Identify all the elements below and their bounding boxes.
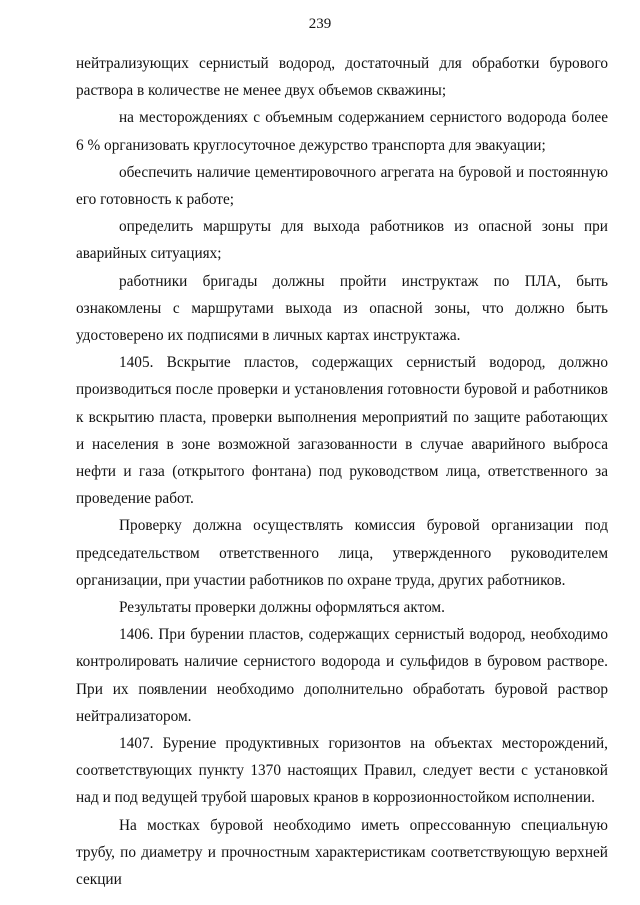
document-body [76, 50, 608, 893]
paragraph-1407: 1407. Бурение продуктивных горизонтов на объектах месторождений, соответствующих пункту 1370 настоящих Правил, следует вести с установкой над и под ведущей трубой шаровых кранов в коррозионностойком исполнении. [76, 735, 608, 807]
paragraph-special-pipe: На мостках буровой необходимо иметь опрессованную специальную трубу, по диаметру и прочностным характеристикам соответствующую верхней секции [76, 816, 608, 889]
paragraph-inspection-act: Результаты проверки должны оформляться актом. [119, 599, 445, 617]
paragraph-1405: 1405. Вскрытие пластов, содержащих сернистый водород, должно производиться после проверки и установления готовности буровой и работников к вскрытию пласта, проверки выполнения мероприятий по защите работающих и населения в зоне возможной загазованности в случае аварийного выброса нефти и газа (открытого фонтана) под руководством лица, ответственного за проведение работ. [76, 354, 608, 508]
paragraph-transport-evacuation: на месторождениях с объемным содержанием сернистого водорода более 6 % организовать круглосуточное дежурство транспорта для эвакуации; [76, 109, 608, 154]
page-number: 239 [308, 16, 332, 32]
paragraph-continuation: нейтрализующих сернистый водород, достаточный для обработки бурового раствора в количестве не менее двух объемов скважины; [76, 55, 608, 100]
paragraph-briefing: работники бригады должны пройти инструктаж по ПЛА, быть ознакомлены с маршрутами выхода из опасной зоны, что должно быть удостоверено их подписями в личных картах инструктажа. [76, 272, 608, 345]
paragraph-cementing-unit: обеспечить наличие цементировочного агрегата на буровой и постоянную его готовность к работе; [76, 163, 608, 209]
paragraph-inspection-commission: Проверку должна осуществлять комиссия буровой организации под председательством ответственного лица, утвержденного руководителем организации, при участии работников по охране труда, других работников. [76, 517, 608, 589]
paragraph-exit-routes: определить маршруты для выхода работников из опасной зоны при аварийных ситуациях; [76, 218, 608, 263]
paragraph-1406: 1406. При бурении пластов, содержащих сернистый водород, необходимо контролировать наличие сернистого водорода и сульфидов в буровом растворе. При их появлении необходимо дополнительно обработать буровой раствор нейтрализатором. [76, 626, 608, 725]
